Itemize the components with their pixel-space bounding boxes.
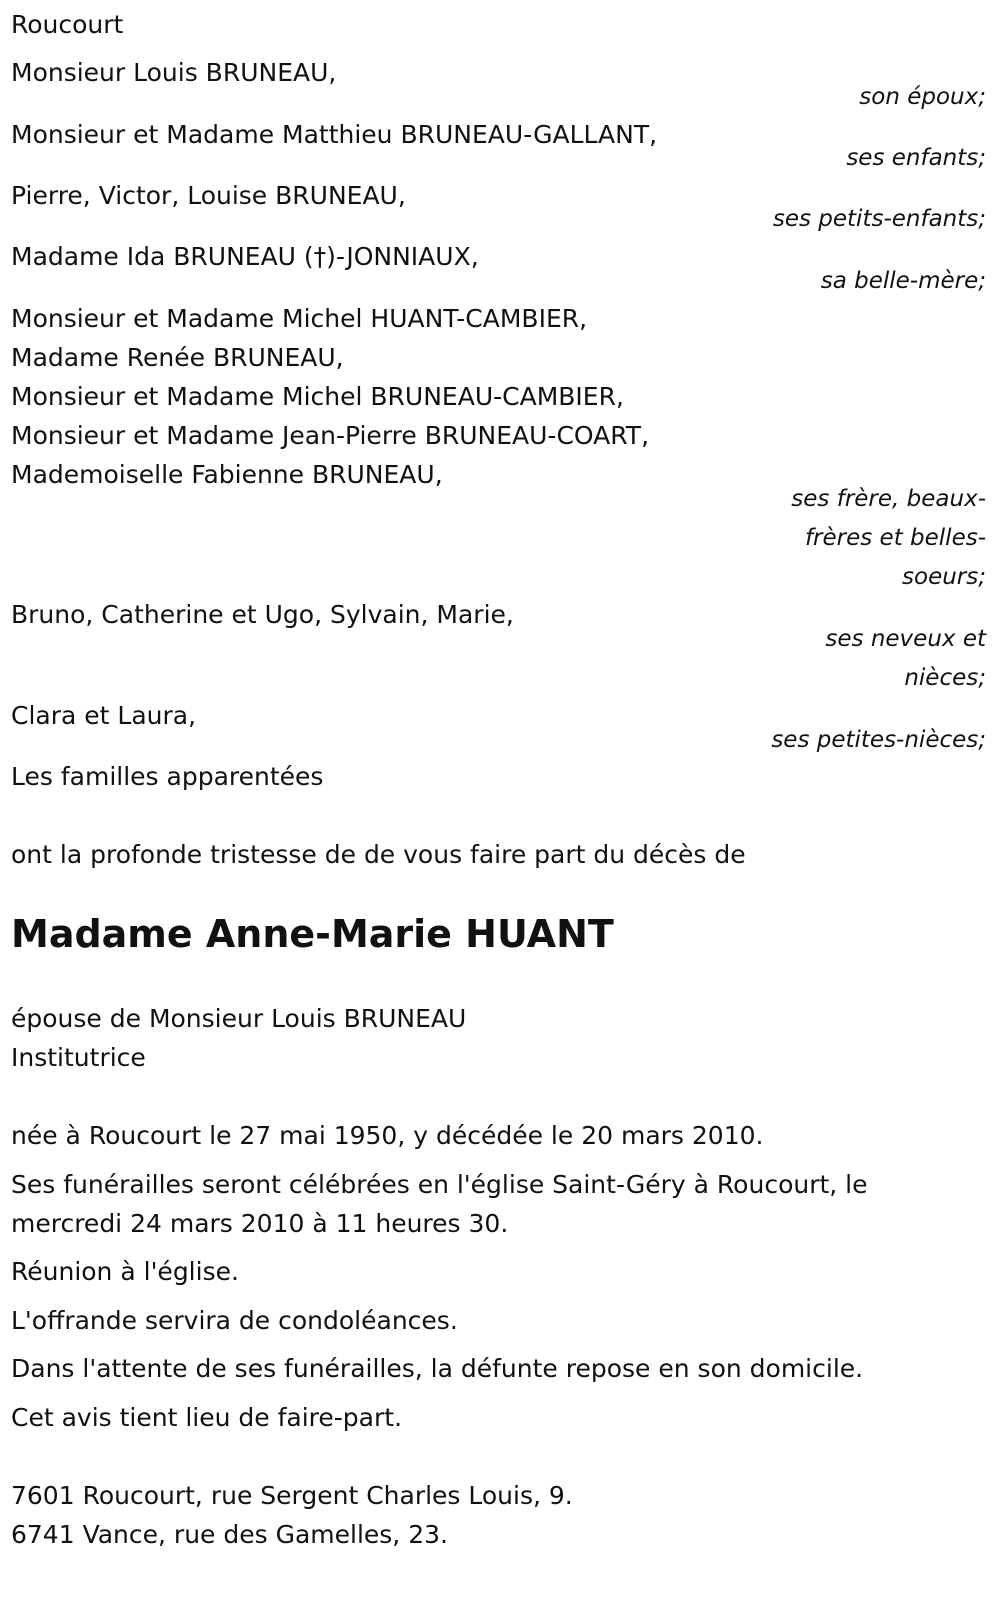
meeting-line: Réunion à l'église. — [11, 1257, 239, 1286]
nephews-role-line: ses neveux et — [825, 626, 986, 652]
birth-death-line: née à Roucourt le 27 mai 1950, y décédée le 20 mars 2010. — [11, 1121, 764, 1150]
grandnieces-role: ses petites-nièces; — [771, 727, 986, 753]
funeral-line: Ses funérailles seront célébrées en l'église Saint-Géry à Roucourt, le — [11, 1170, 868, 1199]
deceased-name: Madame Anne-Marie HUANT — [11, 912, 614, 956]
announcement-intro: ont la profonde tristesse de de vous faire part du décès de — [11, 840, 746, 869]
sibling-line: Madame Renée BRUNEAU, — [11, 343, 344, 372]
grandnieces-name: Clara et Laura, — [11, 701, 197, 730]
nephews-role-line: nièces; — [904, 665, 986, 691]
sibling-line: Monsieur et Madame Michel BRUNEAU-CAMBIER, — [11, 382, 624, 411]
rest-line: Dans l'attente de ses funérailles, la défunte repose en son domicile. — [11, 1354, 864, 1383]
sibling-line: Monsieur et Madame Michel HUANT-CAMBIER, — [11, 304, 588, 333]
sibling-line: Mademoiselle Fabienne BRUNEAU, — [11, 460, 443, 489]
spouse-name: Monsieur Louis BRUNEAU, — [11, 58, 337, 87]
occupation: Institutrice — [11, 1043, 146, 1072]
children-name: Monsieur et Madame Matthieu BRUNEAU-GALLANT, — [11, 120, 658, 149]
spouse-of-line: épouse de Monsieur Louis BRUNEAU — [11, 1004, 467, 1033]
siblings-role-line: frères et belles- — [804, 525, 986, 551]
mother-in-law-role: sa belle-mère; — [820, 268, 986, 294]
sibling-line: Monsieur et Madame Jean-Pierre BRUNEAU-COART, — [11, 421, 650, 450]
related-families: Les familles apparentées — [11, 762, 324, 791]
grandchildren-role: ses petits-enfants; — [772, 206, 986, 232]
address-line: 6741 Vance, rue des Gamelles, 23. — [11, 1520, 448, 1549]
funeral-line: mercredi 24 mars 2010 à 11 heures 30. — [11, 1209, 509, 1238]
address-line: 7601 Roucourt, rue Sergent Charles Louis, 9. — [11, 1481, 573, 1510]
mother-in-law-name: Madame Ida BRUNEAU (†)-JONNIAUX, — [11, 242, 479, 271]
siblings-role-line: ses frère, beaux- — [791, 486, 986, 512]
children-role: ses enfants; — [846, 145, 986, 171]
location-heading: Roucourt — [11, 10, 124, 39]
offering-line: L'offrande servira de condoléances. — [11, 1306, 458, 1335]
grandchildren-name: Pierre, Victor, Louise BRUNEAU, — [11, 181, 406, 210]
siblings-role-line: soeurs; — [902, 564, 986, 590]
nephews-name: Bruno, Catherine et Ugo, Sylvain, Marie, — [11, 600, 514, 629]
spouse-role: son époux; — [859, 84, 986, 110]
notice-line: Cet avis tient lieu de faire-part. — [11, 1403, 403, 1432]
